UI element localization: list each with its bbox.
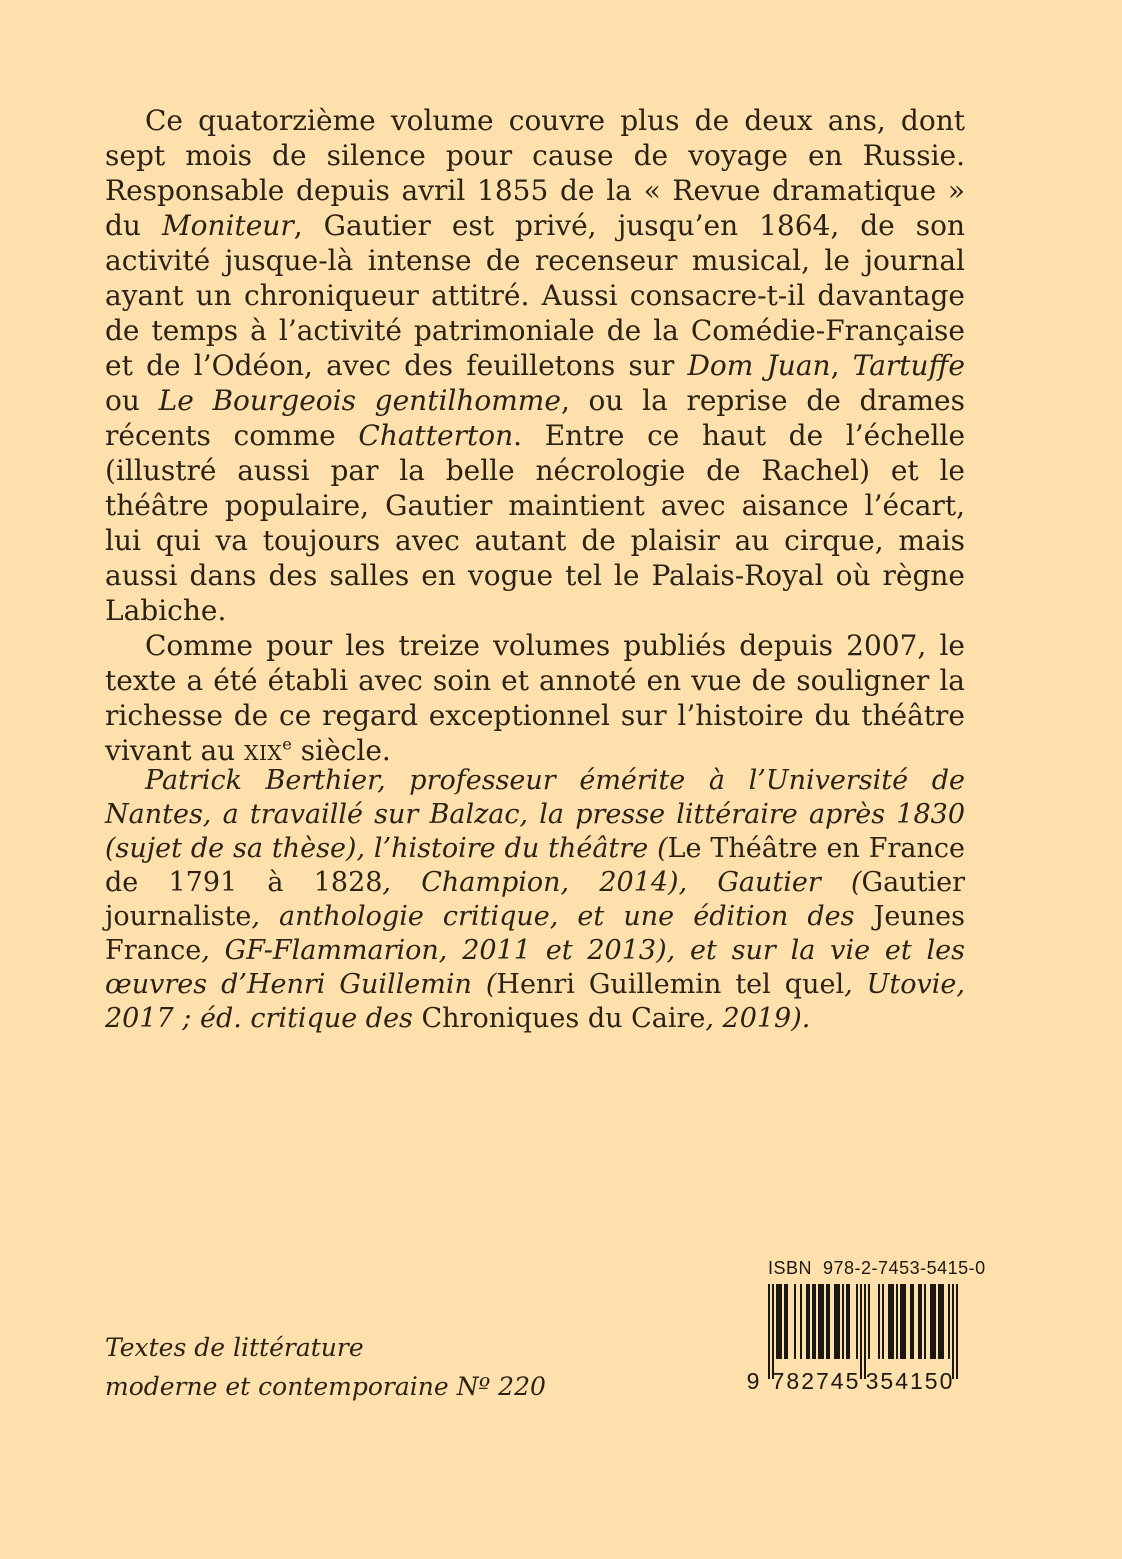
series-line-1: Textes de littérature (105, 1333, 364, 1362)
synopsis-paragraph-2: Comme pour les treize volumes publiés depuis 2007, le texte a été établi avec soin et annoté en vue de souligner la richesse de ce regard exceptionnel sur l’histoire du théâtre vivant au XIXe siècle. (105, 629, 965, 767)
synopsis-text (105, 103, 965, 771)
author-bio: Patrick Berthier, professeur émérite à l’Université de Nantes, a travaillé sur Balzac, la presse littéraire après 1830 (sujet de sa thèse), l’histoire du théâtre (Le Théâtre en France de 1791 à 1828, Champion, 2014), Gautier (Gautier journaliste, anthologie critique, et une édition des Jeunes France, GF-Flammarion, 2011 et 2013), et sur la vie et les œuvres d’Henri Guillemin (Henri Guillemin tel quel, Utovie, 2017 ; éd. critique des Chroniques du Caire, 2019). (105, 765, 966, 1034)
series-line-2: moderne et contemporaine Nº 220 (105, 1372, 546, 1401)
ean-barcode-svg (744, 1284, 966, 1394)
ean-barcode (744, 1284, 966, 1394)
barcode-digits-left: 782745 (771, 1368, 861, 1394)
barcode-digits-right: 354150 (865, 1368, 955, 1394)
series-label (105, 1328, 546, 1406)
isbn-label: ISBN 978-2-7453-5415-0 (768, 1258, 986, 1278)
barcode-digit-first: 9 (746, 1368, 762, 1394)
isbn-block (744, 1258, 986, 1394)
synopsis-paragraph-1: Ce quatorzième volume couvre plus de deux ans, dont sept mois de silence pour cause de voyage en Russie. Responsable depuis avril 1855 de la « Revue dramatique » du Moniteur, Gautier est privé, jusqu’en 1864, de son activité jusque-là intense de recenseur musical, le journal ayant un chroniqueur attitré. Aussi consacre-t-il davantage de temps à l’activité patrimoniale de la Comédie-Française et de l’Odéon, avec des feuilletons sur Dom Juan, Tartuffe ou Le Bourgeois gentilhomme, ou la reprise de drames récents comme Chatterton. Entre ce haut de l’échelle (illustré aussi par la belle nécrologie de Rachel) et le théâtre populaire, Gautier maintient avec aisance l’écart, lui qui va toujours avec autant de plaisir au cirque, mais aussi dans des salles en vogue tel le Palais-Royal où règne Labiche. (105, 104, 966, 627)
